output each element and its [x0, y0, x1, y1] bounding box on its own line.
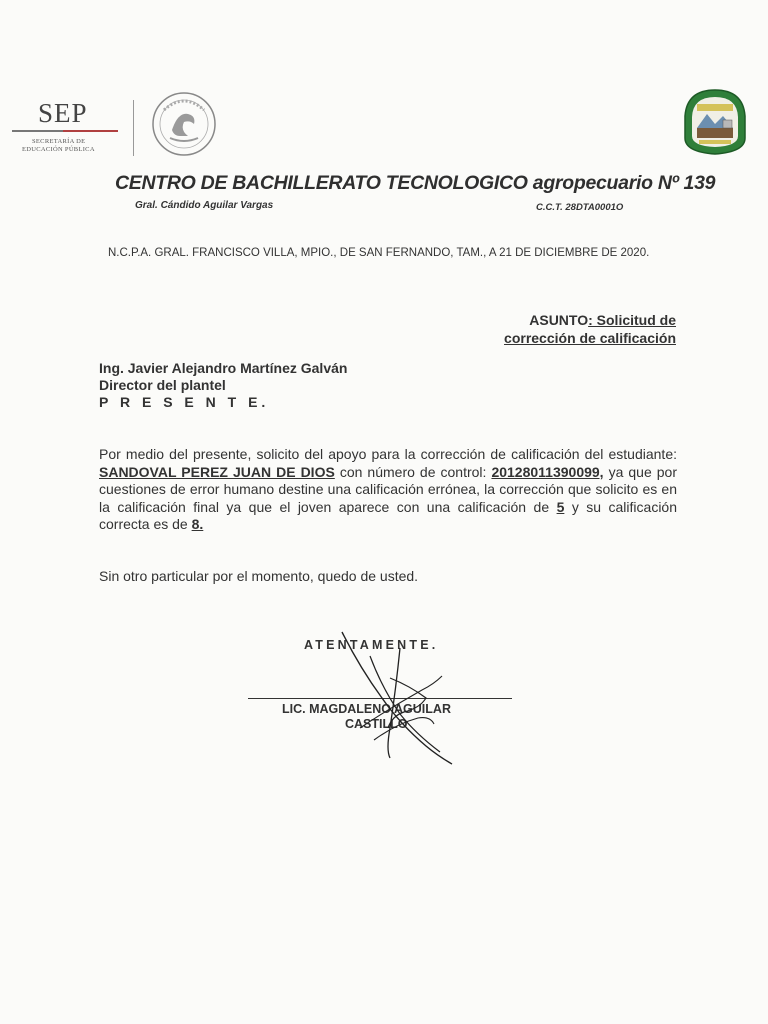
student-name: SANDOVAL PEREZ JUAN DE DIOS	[99, 463, 335, 480]
mexico-coat-of-arms-icon	[150, 90, 218, 158]
regards-text: ATENTAMENTE.	[304, 638, 439, 652]
addressee-name: Ing. Javier Alejandro Martínez Galván	[99, 360, 348, 376]
institution-name: CENTRO DE BACHILLERATO TECNOLOGICO agropecuario Nº 139	[115, 172, 716, 194]
salutation: P R E S E N T E.	[99, 394, 270, 410]
sep-logo-subtitle-2: EDUCACIÓN PÚBLICA	[22, 146, 95, 153]
body-text-2: con número de control:	[334, 463, 487, 480]
wrong-grade: 5	[556, 498, 565, 515]
signer-name-line-1: LIC. MAGDALENO AGUILAR	[282, 702, 451, 716]
body-paragraph	[99, 446, 677, 534]
closing-line: Sin otro particular por el momento, quedo de usted.	[99, 568, 419, 584]
correct-grade: 8.	[191, 516, 204, 532]
addressee-title: Director del plantel	[99, 377, 226, 393]
sep-logo-rule	[12, 130, 118, 132]
signer-name-line-2: CASTILLO	[345, 717, 408, 731]
handwritten-signature	[330, 628, 470, 768]
body-text-1: Por medio del presente, solicito del apoyo para la corrección de calificación del estudiante:	[99, 446, 677, 462]
body-text-4: y su calificación correcta es de	[99, 498, 677, 532]
body-text-3: ya que por cuestiones de error humano destine una calificación errónea, la corrección que solicito es en la calificación final ya que el joven aparece con una calificación de	[99, 463, 677, 515]
sep-logo-subtitle-1: SECRETARÍA DE	[32, 138, 86, 145]
addressee-block	[99, 360, 347, 411]
place-and-date: N.C.P.A. GRAL. FRANCISCO VILLA, MPIO., DE SAN FERNANDO, TAM., A 21 DE DICIEMBRE DE 2020.	[108, 247, 650, 259]
institution-founder-name: Gral. Cándido Aguilar Vargas	[135, 200, 274, 211]
subject-label: ASUNTO	[529, 312, 589, 328]
subject-line-1: : Solicitud de	[588, 312, 676, 328]
control-number: 20128011390099,	[491, 463, 604, 480]
sep-logo-text: SEP	[38, 98, 88, 128]
cct-code: C.C.T. 28DTA0001O	[536, 202, 624, 213]
subject-block	[504, 311, 676, 347]
subject-line-2: corrección de calificación	[504, 330, 676, 346]
logo-divider	[133, 100, 134, 156]
school-seal-icon	[683, 88, 747, 156]
